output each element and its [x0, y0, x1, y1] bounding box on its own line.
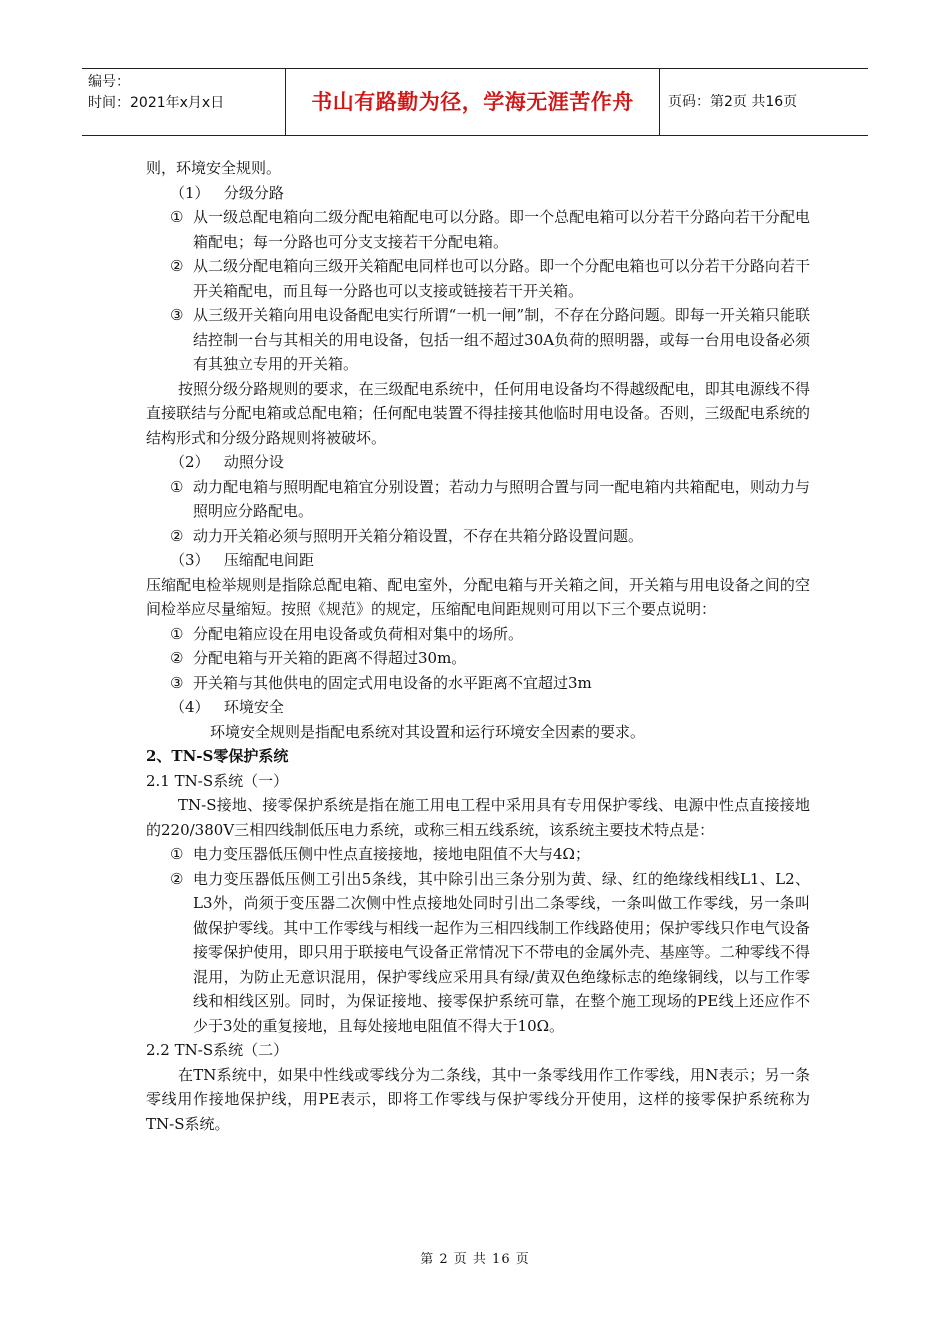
document-date: 时间：2021年x月x日	[88, 95, 225, 111]
list-item-text: 分级分路	[223, 183, 284, 202]
subsection-heading	[146, 548, 810, 573]
header-meta	[82, 69, 286, 135]
list-item-text: 动力开关箱必须与照明开关箱分箱设置，不存在共箱分路设置问题。	[192, 526, 643, 545]
list-marker: ③	[170, 673, 193, 692]
list-item-text: 压缩配电间距	[223, 551, 314, 569]
list-item	[146, 205, 810, 254]
list-item	[146, 842, 810, 867]
list-item-text: 动照分设	[223, 453, 284, 471]
list-marker: （2）	[170, 453, 224, 471]
paragraph: 环境安全规则是指配电系统对其设置和运行环境安全因素的要求。	[210, 722, 646, 741]
subsection-heading	[146, 450, 810, 475]
page-footer: 第 2 页 共 16 页	[420, 1252, 530, 1267]
paragraph: 2.1 TN-S系统（一）	[146, 771, 289, 790]
list-marker: ③	[170, 306, 193, 324]
list-item-text: 分配电箱应设在用电设备或负荷相对集中的场所。	[192, 624, 523, 643]
list-marker: （3）	[170, 551, 224, 569]
list-item-text: 开关箱与其他供电的固定式用电设备的水平距离不宜超过3m	[192, 673, 592, 692]
list-item	[146, 524, 810, 549]
list-item	[146, 475, 810, 524]
list-item	[146, 622, 810, 647]
paragraph: 压缩配电检举规则是指除总配电箱、配电室外，分配电箱与开关箱之间，开关箱与用电设备之间的空间检举应尽量缩短。按照《规范》的规定，压缩配电间距规则可用以下三个要点说明：	[146, 575, 810, 618]
paragraph: 则，环境安全规则。	[146, 159, 282, 177]
list-marker: ①	[170, 624, 193, 643]
list-item	[146, 671, 810, 696]
list-item	[146, 646, 810, 671]
paragraph: 按照分级分路规则的要求，在三级配电系统中，任何用电设备均不得越级配电，即其电源线不得直接联结与分配电箱或总配电箱；任何配电装置不得挂接其他临时用电设备。否则，三级配电系统的结构形式和分级分路规则将被破坏。	[146, 379, 810, 447]
list-item-text: 环境安全	[223, 698, 284, 716]
header-table	[82, 68, 868, 136]
paragraph: 在TN系统中，如果中性线或零线分为二条线，其中一条零线用作工作零线，用N表示；另一条零线用作接地保护线，用PE表示，即将工作零线与保护零线分开使用，这样的接零保护系统称为TN-S系统。	[146, 1065, 810, 1133]
header-motto: 书山有路勤为径，学海无涯苦作舟	[286, 69, 660, 135]
document-body	[146, 156, 810, 1136]
subsection-heading	[146, 695, 810, 720]
list-item	[146, 303, 810, 377]
list-marker: ②	[170, 649, 193, 667]
list-item-text: 从二级分配电箱向三级开关箱配电同样也可以分路。即一个分配电箱也可以分若干分路向若干开关箱配电，而且每一分路也可以支接或链接若干开关箱。	[192, 257, 810, 300]
list-marker: （4）	[170, 698, 224, 716]
list-marker: ①	[170, 208, 193, 226]
list-item	[146, 254, 810, 303]
list-marker: ②	[170, 869, 193, 888]
paragraph: TN-S接地、接零保护系统是指在施工用电工程中采用具有专用保护零线、电源中性点直接接地的220/380V三相四线制低压电力系统，或称三相五线系统，该系统主要技术特点是：	[146, 796, 810, 839]
list-item-text: 从一级总配电箱向二级分配电箱配电可以分路。即一个总配电箱可以分若干分路向若干分配电箱配电；每一分路也可分支支接若干分配电箱。	[192, 208, 810, 251]
header-page-info: 页码：第2页 共16页	[668, 94, 798, 110]
list-marker: ②	[170, 257, 193, 275]
list-marker: ②	[170, 526, 193, 545]
list-item-text: 分配电箱与开关箱的距离不得超过30m。	[192, 649, 467, 667]
paragraph: 2.2 TN-S系统（二）	[146, 1041, 289, 1059]
subsection-heading	[146, 181, 810, 206]
list-item-text: 电力变压器低压侧工引出5条线，其中除引出三条分别为黄、绿、红的绝缘线相线L1、L2、L3外，尚须于变压器二次侧中性点接地处同时引出二条零线，一条叫做工作零线，另一条叫做保护零线。其中工作零线与相线一起作为三相四线制工作线路使用；保护零线只作电气设备接零保护使用，即只用于联接电气设备正常情况下不带电的金属外壳、基座等。二种零线不得混用，为防止无意识混用，保护零线应采用具有绿/黄双色绝缘标志的绝缘铜线，以与工作零线和相线区别。同时，为保证接地、接零保护系统可靠，在整个施工现场的PE线上还应作不少于3处的重复接地，且每处接地电阻值不得大于10Ω。	[192, 869, 810, 1035]
list-item-text: 电力变压器低压侧中性点直接接地，接地电阻值不大与4Ω；	[192, 845, 590, 863]
list-item-text: 从三级开关箱向用电设备配电实行所谓“一机一闸”制，不存在分路问题。即每一开关箱只能联结控制一台与其相关的用电设备，包括一组不超过30A负荷的照明器，或每一台用电设备必须有其独立专用的开关箱。	[192, 306, 810, 373]
list-marker: ①	[170, 845, 193, 863]
section-heading: 2、TN-S零保护系统	[146, 747, 289, 765]
list-item	[146, 867, 810, 1039]
list-marker: （1）	[170, 183, 224, 202]
list-item-text: 动力配电箱与照明配电箱宜分别设置；若动力与照明合置与同一配电箱内共箱配电，则动力与照明应分路配电。	[192, 477, 810, 520]
document-number-label: 编号：	[88, 74, 130, 90]
list-marker: ①	[170, 477, 193, 496]
